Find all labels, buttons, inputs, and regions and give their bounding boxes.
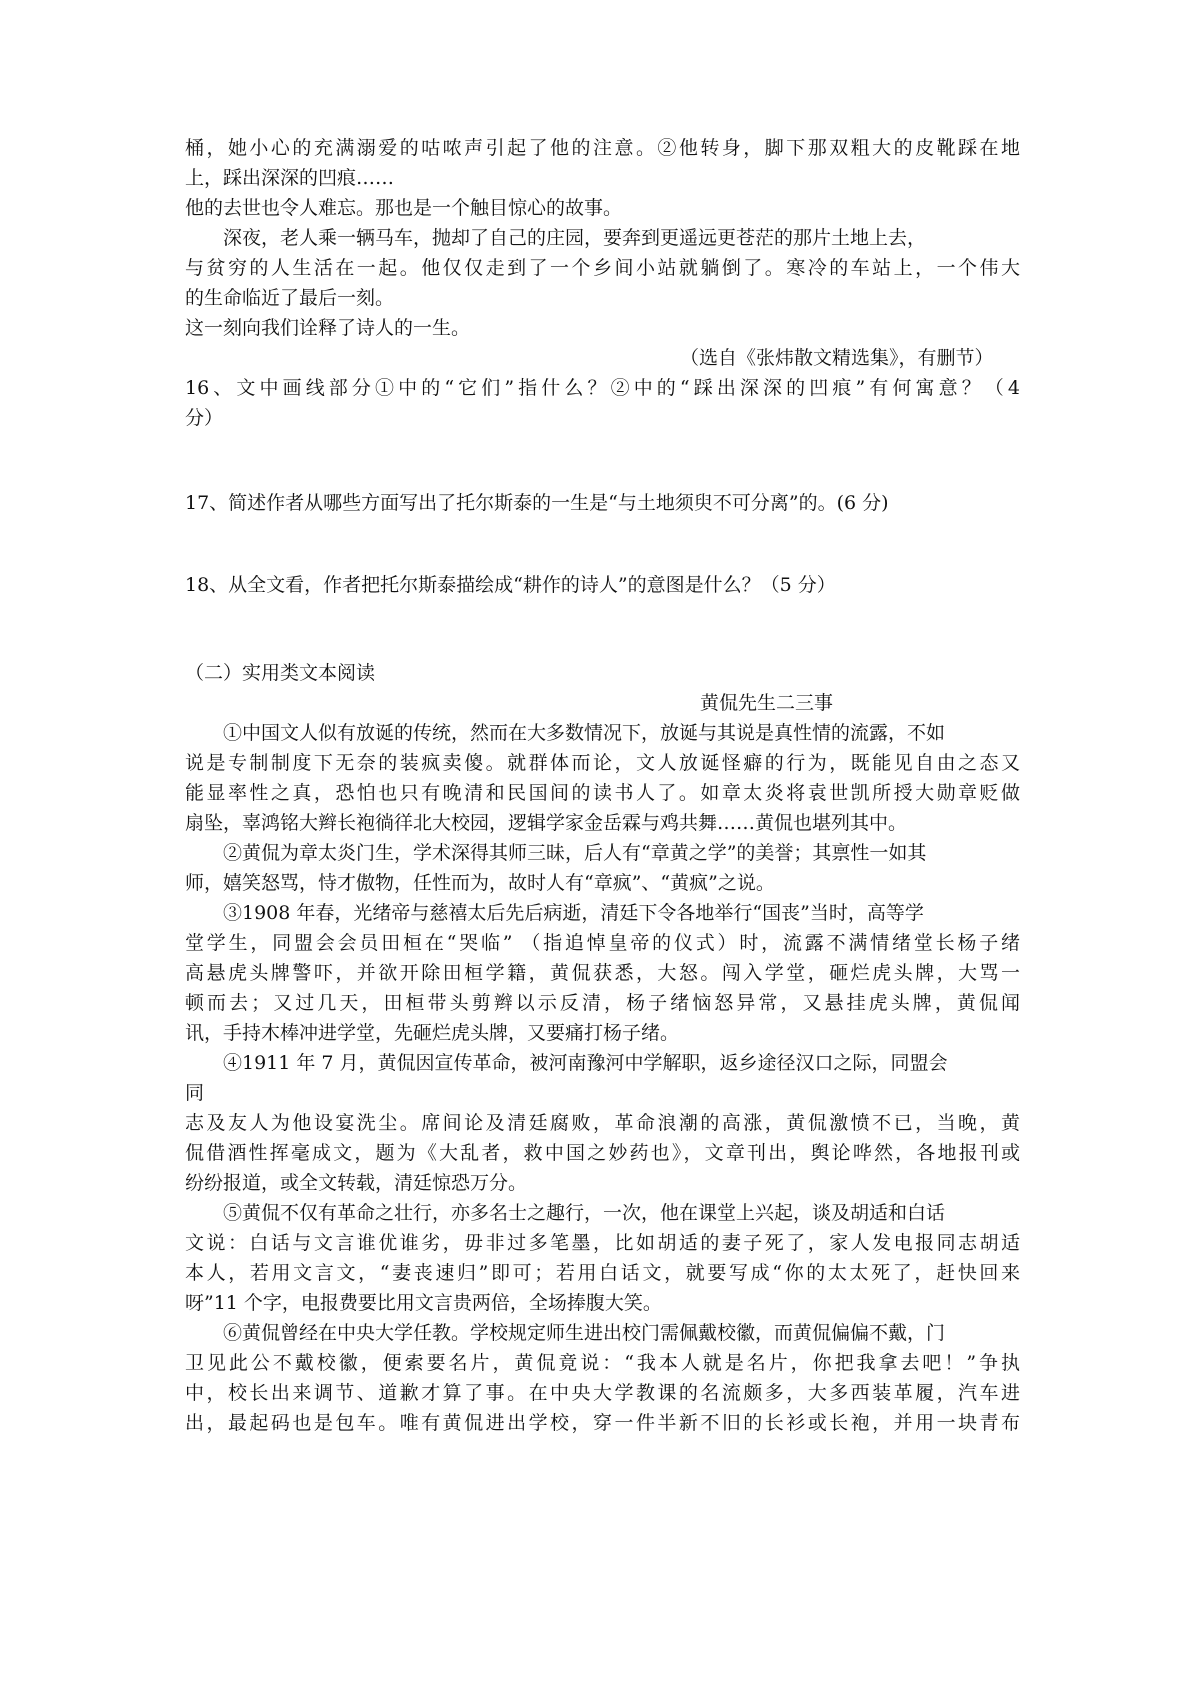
passage1-line: 这一刻向我们诠释了诗人的一生。 xyxy=(185,317,471,339)
question-16-cont: 分） xyxy=(185,407,224,429)
article-line: 高悬虎头牌警吓，并欲开除田桓学籍，黄侃获悉，大怒。闯入学堂，砸烂虎头牌，大骂一 xyxy=(185,962,1020,984)
passage1-line: 的生命临近了最后一刻。 xyxy=(185,287,395,309)
article-line: 文说：白话与文言谁优谁劣，毋非过多笔墨，比如胡适的妻子死了，家人发电报同志胡适 xyxy=(185,1232,1020,1254)
article-line: ①中国文人似有放诞的传统，然而在大多数情况下，放诞与其说是真性情的流露，不如 xyxy=(223,722,946,744)
section-heading: （二）实用类文本阅读 xyxy=(185,662,376,684)
article-title: 黄侃先生二三事 xyxy=(700,692,834,714)
article-line: 中，校长出来调节、道歉才算了事。在中央大学教课的名流颇多，大多西装革履，汽车进 xyxy=(185,1382,1020,1404)
passage1-line: 桶，她小心的充满溺爱的咕哝声引起了他的注意。②他转身，脚下那双粗大的皮靴踩在地 xyxy=(185,137,1020,159)
article-line: 纷纷报道，或全文转载，清廷惊恐万分。 xyxy=(185,1172,528,1194)
article-line: 师，嬉笑怒骂，恃才傲物，任性而为，故时人有“章疯”、“黄疯”之说。 xyxy=(185,872,775,894)
question-18: 18、从全文看，作者把托尔斯泰描绘成“耕作的诗人”的意图是什么？（5 分） xyxy=(185,574,836,596)
article-line: 能显率性之真，恐怕也只有晚清和民国间的读书人了。如章太炎将袁世凯所授大勋章贬做 xyxy=(185,782,1020,804)
article-line: 堂学生，同盟会会员田桓在“哭临” （指追悼皇帝的仪式）时，流露不满情绪堂长杨子绪 xyxy=(185,932,1020,954)
article-line: 呀”11 个字，电报费要比用文言贵两倍，全场捧腹大笑。 xyxy=(185,1292,662,1314)
question-17: 17、简述作者从哪些方面写出了托尔斯泰的一生是“与土地须臾不可分离”的。(6 分) xyxy=(185,492,889,514)
passage1-line: 与贫穷的人生活在一起。他仅仅走到了一个乡间小站就躺倒了。寒冷的车站上，一个伟大 xyxy=(185,257,1020,279)
article-line: ②黄侃为章太炎门生，学术深得其师三昧，后人有“章黄之学”的美誉；其禀性一如其 xyxy=(223,842,927,864)
article-line: 讯，手持木棒冲进学堂，先砸烂虎头牌，又要痛打杨子绪。 xyxy=(185,1022,680,1044)
article-line: 扇坠，辜鸿铭大辫长袍徜徉北大校园，逻辑学家金岳霖与鸡共舞……黄侃也堪列其中。 xyxy=(185,812,908,834)
article-line: ⑤黄侃不仅有革命之壮行，亦多名士之趣行，一次，他在课堂上兴起，谈及胡适和白话 xyxy=(223,1202,946,1224)
article-line: 出，最起码也是包车。唯有黄侃进出学校，穿一件半新不旧的长衫或长袍，并用一块青布 xyxy=(185,1412,1020,1434)
passage1-line: 他的去世也令人难忘。那也是一个触目惊心的故事。 xyxy=(185,197,623,219)
article-line: ③1908 年春，光绪帝与慈禧太后先后病逝，清廷下令各地举行“国丧”当时，高等学 xyxy=(223,902,924,924)
article-line: 卫见此公不戴校徽，便索要名片，黄侃竟说：“我本人就是名片，你把我拿去吧！”争执 xyxy=(185,1352,1020,1374)
article-line: 侃借酒性挥毫成文，题为《大乱者，救中国之妙药也》，文章刊出，舆论哗然，各地报刊或 xyxy=(185,1142,1020,1164)
article-line: 同 xyxy=(185,1082,205,1104)
passage1-line: 深夜，老人乘一辆马车，抛却了自己的庄园，要奔到更遥远更苍茫的那片土地上去， xyxy=(223,227,927,249)
article-line: ④1911 年 7 月，黄侃因宣传革命，被河南豫河中学解职，返乡途径汉口之际，同盟会 xyxy=(223,1052,948,1074)
question-16: 16、文中画线部分①中的“它们”指什么？②中的“踩出深深的凹痕”有何寓意？（4 xyxy=(185,377,1020,399)
article-line: 顿而去；又过几天，田桓带头剪辫以示反清，杨子绪恼怒异常，又悬挂虎头牌，黄侃闻 xyxy=(185,992,1020,1014)
article-line: ⑥黄侃曾经在中央大学任教。学校规定师生进出校门需佩戴校徽，而黄侃偏偏不戴，门 xyxy=(223,1322,946,1344)
article-line: 说是专制制度下无奈的装疯卖傻。就群体而论，文人放诞怪癖的行为，既能见自由之态又 xyxy=(185,752,1020,774)
passage1-source: （选自《张炜散文精选集》，有删节） xyxy=(680,347,994,369)
article-line: 志及友人为他设宴洗尘。席间论及清廷腐败，革命浪潮的高涨，黄侃激愤不已，当晚，黄 xyxy=(185,1112,1020,1134)
article-line: 本人，若用文言文，“妻丧速归”即可；若用白话文，就要写成“你的太太死了，赶快回来 xyxy=(185,1262,1020,1284)
passage1-line: 上，踩出深深的凹痕…… xyxy=(185,167,395,189)
